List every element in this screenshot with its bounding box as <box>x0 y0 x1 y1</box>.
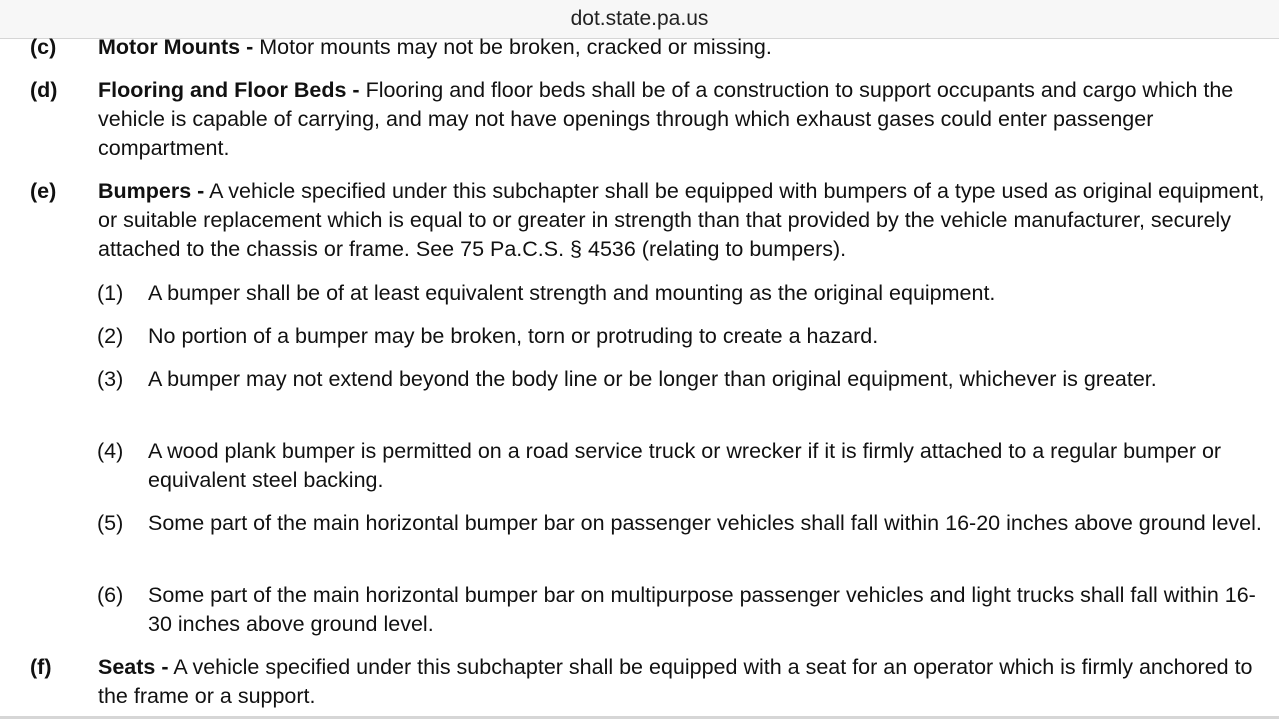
section-body <box>98 653 1268 711</box>
list-item-text: Some part of the main horizontal bumper bar on passenger vehicles shall fall within 16-20 inches above ground level. <box>148 511 1262 535</box>
document-content <box>0 33 1279 717</box>
section-body <box>98 177 1268 264</box>
list-item-label: (1) <box>97 281 124 305</box>
section-title: Bumpers - <box>98 179 205 203</box>
section-body <box>98 76 1268 163</box>
list-item-text: No portion of a bumper may be broken, torn or protruding to create a hazard. <box>148 324 879 348</box>
section-label: (d) <box>30 78 58 102</box>
list-item-text: Some part of the main horizontal bumper bar on multipurpose passenger vehicles and light trucks shall fall within 16-30 inches above ground level. <box>148 583 1256 636</box>
list-item-label: (4) <box>97 439 124 463</box>
section-text: Flooring and floor beds shall be of a construction to support occupants and cargo which the vehicle is capable of carrying, and may not have openings through which exhaust gases could enter passenger compartment. <box>98 78 1234 160</box>
section-text: A vehicle specified under this subchapter shall be equipped with bumpers of a type used as original equipment, or suitable replacement which is equal to or greater in strength than that provided by the vehicle manufacturer, securely attached to the chassis or frame. See 75 Pa.C.S. § 4536 (relating to bumpers). <box>98 179 1265 261</box>
section-text: Motor mounts may not be broken, cracked or missing. <box>259 35 772 59</box>
list-item-label: (2) <box>97 324 124 348</box>
section-text: A vehicle specified under this subchapter shall be equipped with a seat for an operator which is firmly anchored to the frame or a support. <box>98 655 1253 708</box>
url-text: dot.state.pa.us <box>570 7 709 30</box>
list-item-label: (3) <box>97 367 124 391</box>
list-item-text: A bumper shall be of at least equivalent strength and mounting as the original equipment. <box>148 281 996 305</box>
section-title: Flooring and Floor Beds - <box>98 78 360 102</box>
list-item-text: A bumper may not extend beyond the body line or be longer than original equipment, whichever is greater. <box>148 367 1157 391</box>
section-label: (c) <box>30 35 57 59</box>
section-label: (f) <box>30 655 52 679</box>
section-title: Motor Mounts - <box>98 35 254 59</box>
list-item-label: (5) <box>97 511 124 535</box>
section-body <box>98 33 1268 62</box>
list-item-text: A wood plank bumper is permitted on a road service truck or wrecker if it is firmly attached to a regular bumper or equivalent steel backing. <box>148 439 1222 492</box>
section-label: (e) <box>30 179 57 203</box>
list-item-label: (6) <box>97 583 124 607</box>
section-title: Seats - <box>98 655 169 679</box>
